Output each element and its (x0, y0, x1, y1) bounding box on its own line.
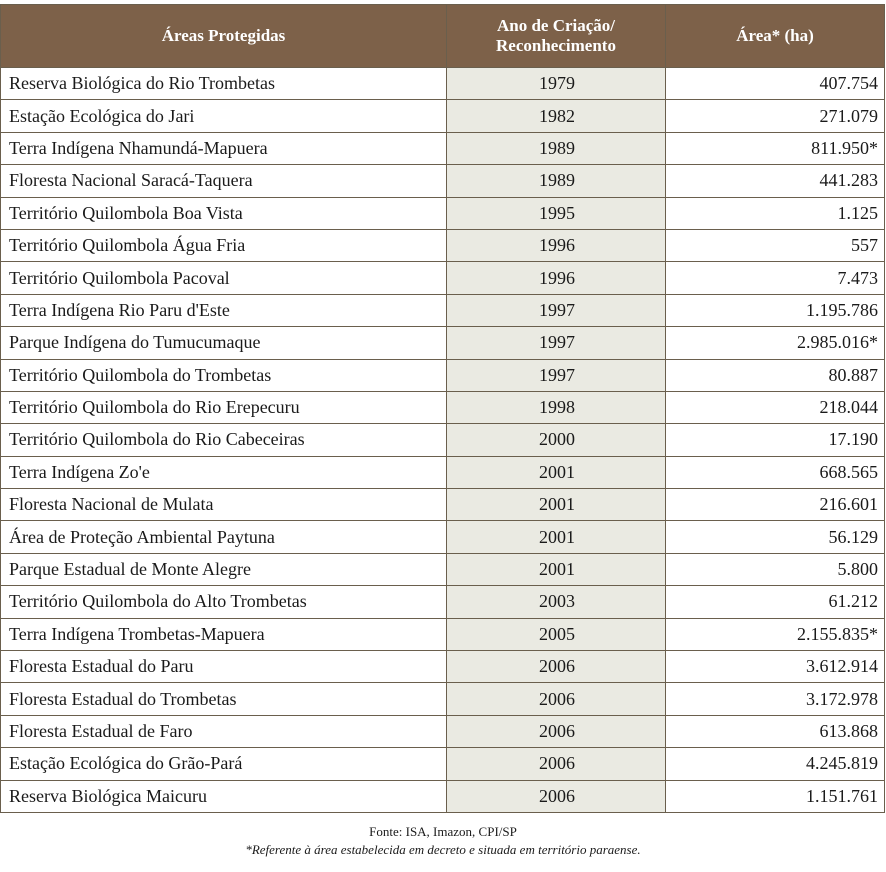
cell-area-name: Estação Ecológica do Jari (1, 100, 447, 132)
table-row (1, 100, 885, 132)
cell-area-hectares: 1.151.761 (666, 780, 885, 812)
cell-area-name: Território Quilombola Água Fria (1, 229, 447, 261)
table-row (1, 68, 885, 100)
cell-area-name: Floresta Estadual do Paru (1, 651, 447, 683)
cell-area-hectares: 3.172.978 (666, 683, 885, 715)
cell-creation-year: 1989 (447, 165, 666, 197)
table-footer (0, 823, 886, 859)
cell-area-hectares: 1.195.786 (666, 294, 885, 326)
cell-area-name: Território Quilombola do Rio Cabeceiras (1, 424, 447, 456)
cell-area-hectares: 216.601 (666, 489, 885, 521)
cell-creation-year: 1997 (447, 294, 666, 326)
cell-area-hectares: 80.887 (666, 359, 885, 391)
cell-area-name: Floresta Estadual do Trombetas (1, 683, 447, 715)
cell-creation-year: 1979 (447, 68, 666, 100)
cell-creation-year: 2001 (447, 456, 666, 488)
cell-area-hectares: 271.079 (666, 100, 885, 132)
cell-area-hectares: 613.868 (666, 715, 885, 747)
table-row (1, 132, 885, 164)
cell-area-hectares: 2.155.835* (666, 618, 885, 650)
cell-area-name: Território Quilombola Pacoval (1, 262, 447, 294)
cell-creation-year: 2000 (447, 424, 666, 456)
source-note: Fonte: ISA, Imazon, CPI/SP (369, 824, 517, 839)
cell-creation-year: 1996 (447, 229, 666, 261)
footnote: *Referente à área estabelecida em decreto e situada em território paraense. (245, 842, 641, 857)
header-creation-year-line1: Ano de Criação/ (496, 16, 616, 35)
table-row (1, 521, 885, 553)
cell-area-hectares: 557 (666, 229, 885, 261)
table-row (1, 165, 885, 197)
cell-area-name: Território Quilombola Boa Vista (1, 197, 447, 229)
cell-area-hectares: 17.190 (666, 424, 885, 456)
cell-area-name: Parque Indígena do Tumucumaque (1, 327, 447, 359)
cell-creation-year: 1989 (447, 132, 666, 164)
table-row (1, 651, 885, 683)
table-row (1, 424, 885, 456)
protected-areas-table-container (0, 4, 884, 813)
cell-area-hectares: 441.283 (666, 165, 885, 197)
cell-area-name: Floresta Nacional de Mulata (1, 489, 447, 521)
cell-creation-year: 1995 (447, 197, 666, 229)
cell-area-name: Estação Ecológica do Grão-Pará (1, 748, 447, 780)
table-row (1, 683, 885, 715)
cell-area-name: Parque Estadual de Monte Alegre (1, 553, 447, 585)
table-row (1, 586, 885, 618)
cell-area-name: Terra Indígena Rio Paru d'Este (1, 294, 447, 326)
table-header (1, 5, 885, 68)
cell-area-name: Floresta Estadual de Faro (1, 715, 447, 747)
cell-area-hectares: 3.612.914 (666, 651, 885, 683)
table-row (1, 327, 885, 359)
cell-creation-year: 2001 (447, 521, 666, 553)
table-row (1, 715, 885, 747)
table-row (1, 489, 885, 521)
table-row (1, 618, 885, 650)
cell-creation-year: 2006 (447, 715, 666, 747)
table-row (1, 197, 885, 229)
cell-creation-year: 2001 (447, 553, 666, 585)
header-protected-areas: Áreas Protegidas (1, 5, 447, 68)
cell-area-name: Reserva Biológica do Rio Trombetas (1, 68, 447, 100)
table-row (1, 553, 885, 585)
table-row (1, 294, 885, 326)
cell-area-hectares: 7.473 (666, 262, 885, 294)
cell-creation-year: 2005 (447, 618, 666, 650)
cell-creation-year: 2003 (447, 586, 666, 618)
cell-creation-year: 1982 (447, 100, 666, 132)
header-creation-year-line2: Reconhecimento (496, 36, 616, 55)
cell-area-hectares: 4.245.819 (666, 748, 885, 780)
table-row (1, 262, 885, 294)
table-row (1, 391, 885, 423)
cell-area-name: Reserva Biológica Maicuru (1, 780, 447, 812)
cell-creation-year: 1997 (447, 359, 666, 391)
header-row (1, 5, 885, 68)
cell-creation-year: 1998 (447, 391, 666, 423)
cell-area-name: Terra Indígena Nhamundá-Mapuera (1, 132, 447, 164)
table-body (1, 68, 885, 813)
table-row (1, 456, 885, 488)
cell-area-hectares: 56.129 (666, 521, 885, 553)
table-row (1, 229, 885, 261)
table-row (1, 780, 885, 812)
table-row (1, 359, 885, 391)
table-row (1, 748, 885, 780)
cell-area-name: Terra Indígena Trombetas-Mapuera (1, 618, 447, 650)
cell-area-name: Território Quilombola do Alto Trombetas (1, 586, 447, 618)
cell-area-hectares: 2.985.016* (666, 327, 885, 359)
cell-area-hectares: 5.800 (666, 553, 885, 585)
header-area: Área* (ha) (666, 5, 885, 68)
cell-area-name: Território Quilombola do Trombetas (1, 359, 447, 391)
cell-area-hectares: 61.212 (666, 586, 885, 618)
cell-creation-year: 2001 (447, 489, 666, 521)
cell-area-name: Terra Indígena Zo'e (1, 456, 447, 488)
cell-area-name: Área de Proteção Ambiental Paytuna (1, 521, 447, 553)
cell-area-hectares: 1.125 (666, 197, 885, 229)
cell-area-hectares: 218.044 (666, 391, 885, 423)
cell-creation-year: 2006 (447, 748, 666, 780)
cell-creation-year: 1996 (447, 262, 666, 294)
cell-creation-year: 1997 (447, 327, 666, 359)
cell-area-name: Floresta Nacional Saracá-Taquera (1, 165, 447, 197)
cell-creation-year: 2006 (447, 780, 666, 812)
cell-area-hectares: 811.950* (666, 132, 885, 164)
cell-creation-year: 2006 (447, 651, 666, 683)
header-creation-year (447, 5, 666, 68)
cell-creation-year: 2006 (447, 683, 666, 715)
cell-area-hectares: 668.565 (666, 456, 885, 488)
protected-areas-table (0, 4, 885, 813)
cell-area-hectares: 407.754 (666, 68, 885, 100)
cell-area-name: Território Quilombola do Rio Erepecuru (1, 391, 447, 423)
